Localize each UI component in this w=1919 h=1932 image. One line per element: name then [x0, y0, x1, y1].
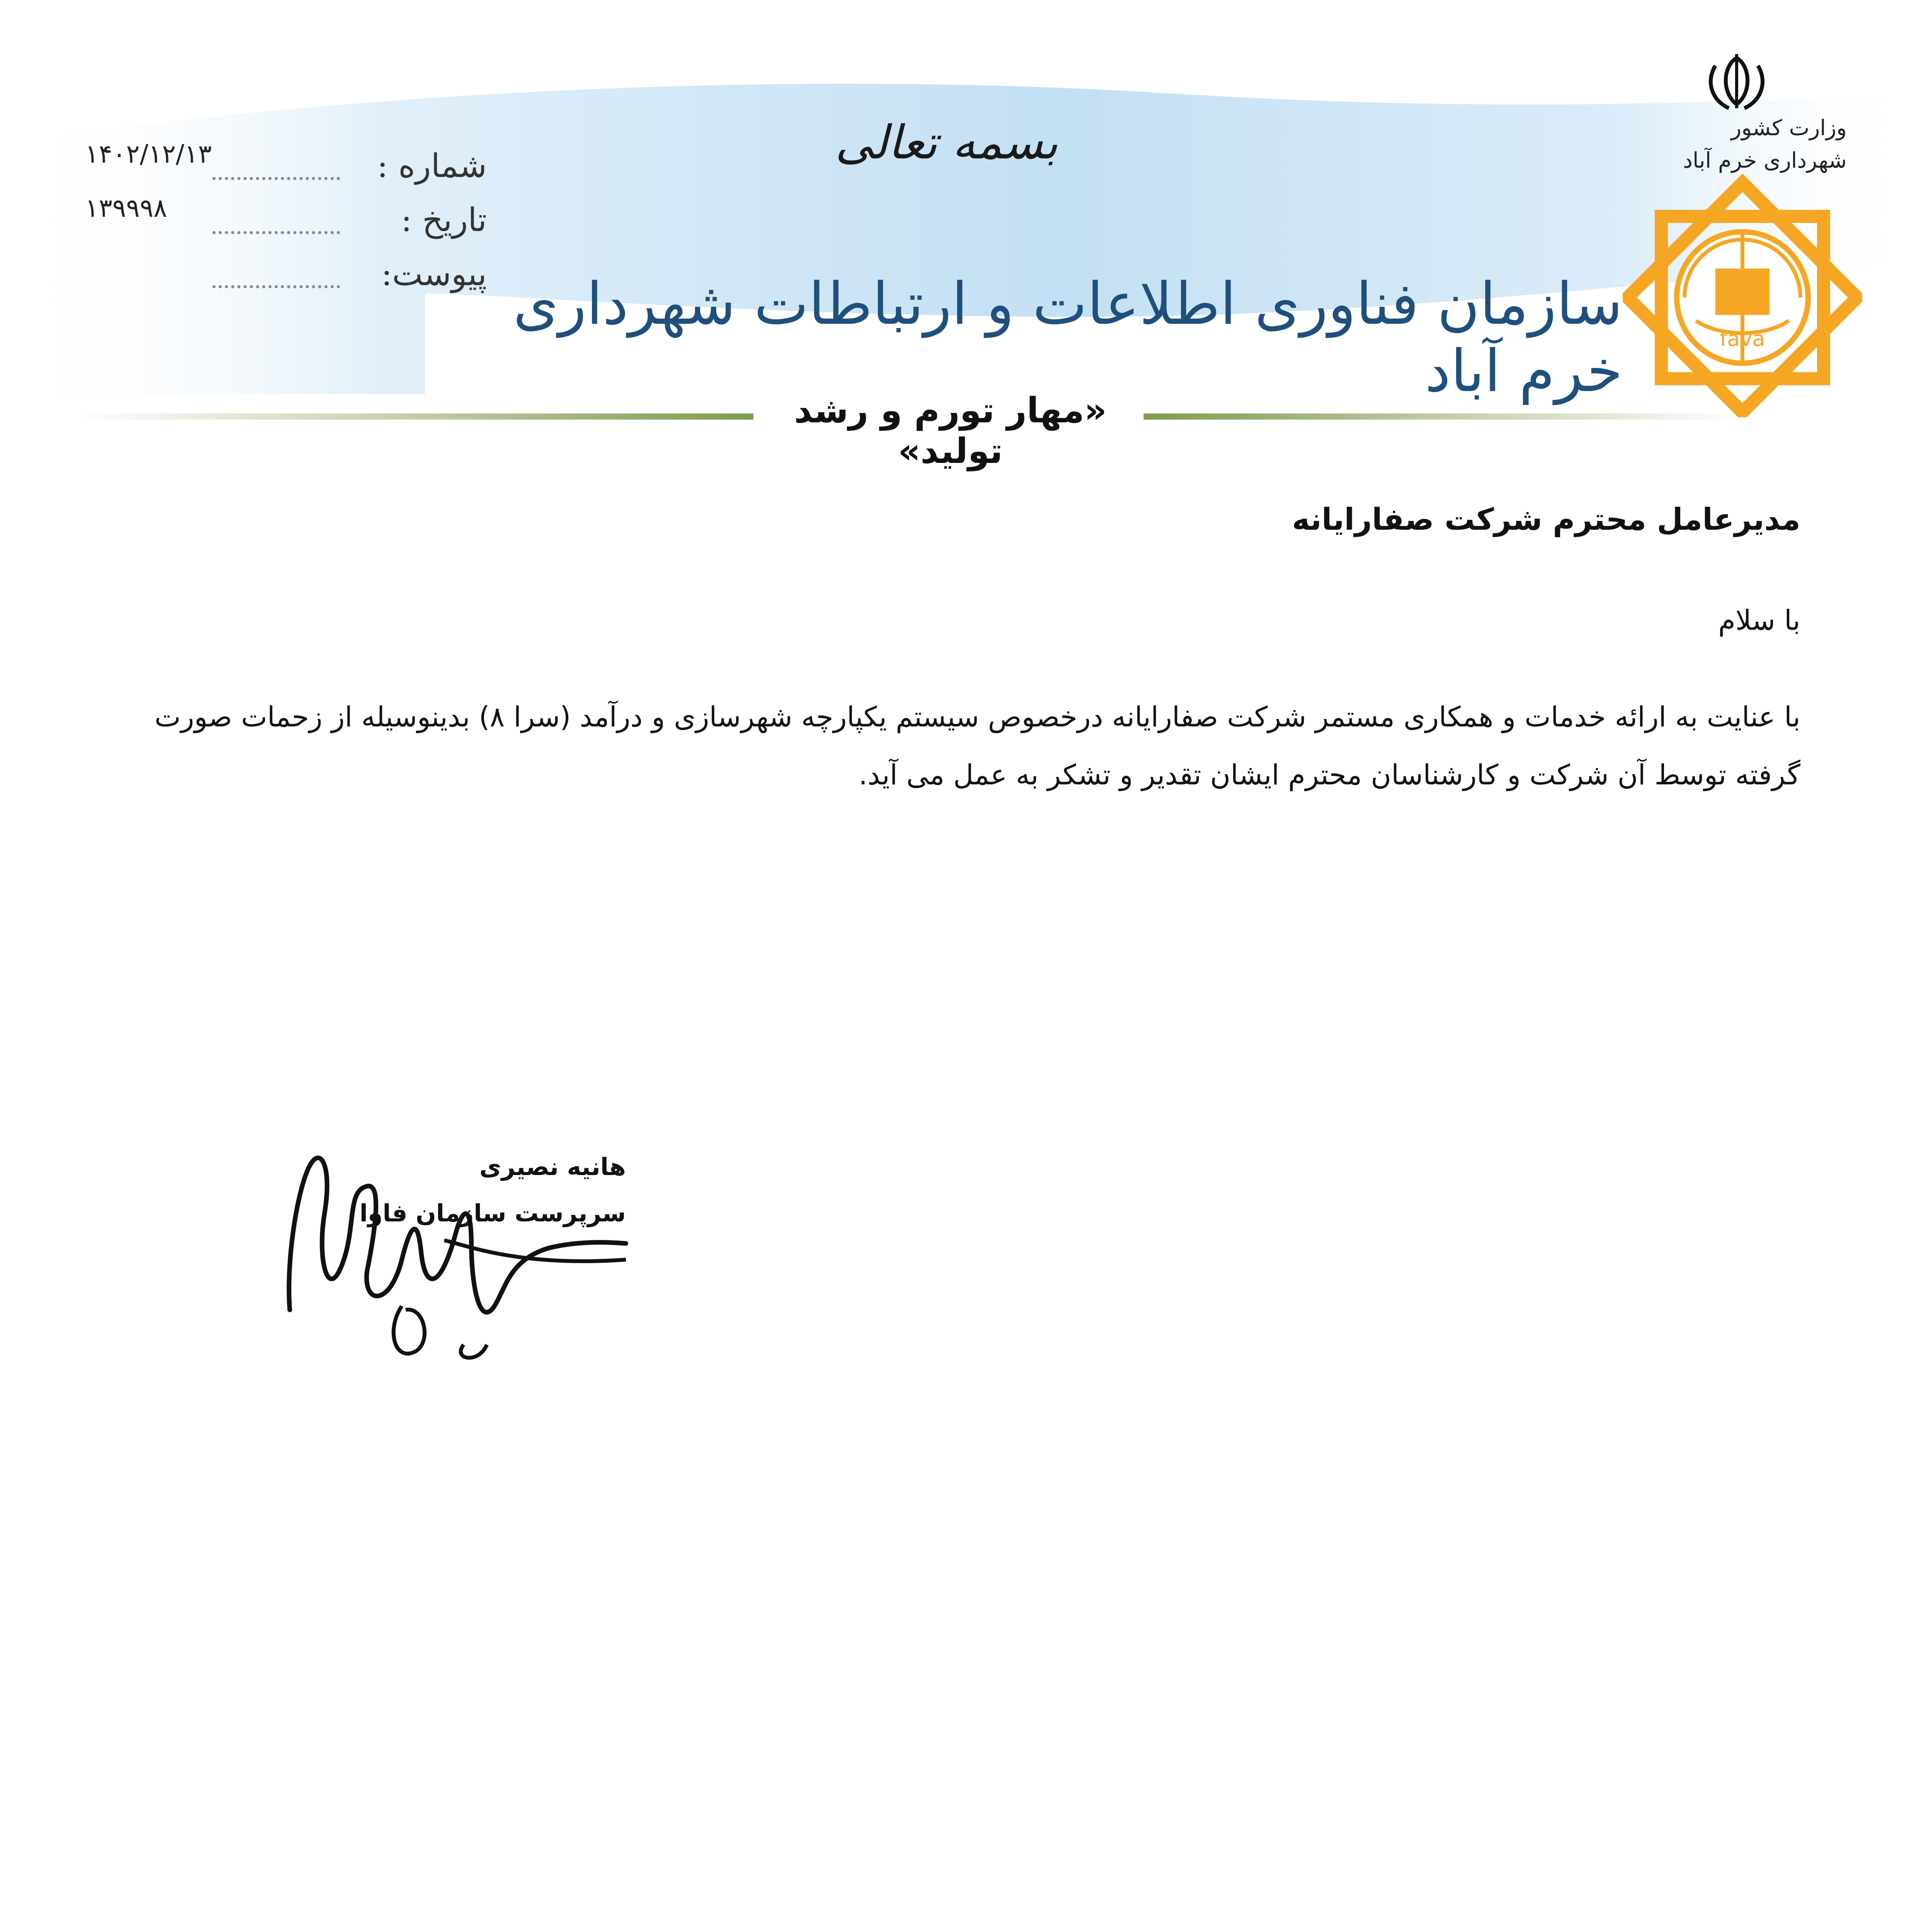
attachment-row: [62, 255, 487, 309]
date-label: تاریخ :: [401, 201, 487, 239]
letter-paragraph: با عنایت به ارائه خدمات و همکاری مستمر شرکت صفارایانه درخصوص سیستم یکپارچه شهرسازی و درآمد (سرا ۸) بدینوسیله از زحمات صورت گرفته توسط آن شرکت و کارشناسان محترم ایشان تقدیر و تشکر به عمل می آید.: [155, 701, 1801, 791]
number-value: ۱۴۰۲/۱۲/۱۳: [85, 139, 212, 169]
letter-meta: [62, 139, 487, 309]
slogan: «مهار تورم و رشد تولید»: [794, 390, 1107, 471]
date-value: ۱۳۹۹۹۸: [85, 193, 167, 223]
handwritten-signature: [278, 1144, 634, 1364]
number-dots: [212, 162, 340, 180]
greeting: با سلام: [1718, 604, 1800, 636]
basmala-heading: بسمه تعالی: [835, 116, 1058, 170]
signer-name: هانیه نصیری: [479, 1153, 626, 1181]
logo-text: fava: [1720, 327, 1765, 351]
salutation: مدیرعامل محترم شرکت صفارایانه: [1292, 502, 1800, 537]
ministry-label: [1553, 112, 1847, 177]
date-dots: [212, 216, 340, 234]
fava-logo: [1623, 170, 1862, 417]
iran-emblem-icon: [1700, 50, 1773, 112]
slogan-rule-right: [1144, 413, 1742, 420]
slogan-rule-left: [77, 413, 753, 420]
signer-title: سرپرست سازمان فاوا: [359, 1199, 626, 1227]
organization-title: سازمان فناوری اطلاعات و ارتباطات شهرداری خرم آباد: [513, 270, 1623, 405]
number-row: [62, 139, 487, 201]
number-label: شماره :: [377, 147, 487, 185]
ministry-line-1: وزارت کشور: [1731, 116, 1847, 141]
attachment-dots: [212, 270, 340, 288]
ministry-line-2: شهرداری خرم آباد: [1683, 148, 1847, 173]
attachment-label: پیوست:: [381, 255, 487, 293]
letter-body: [155, 491, 1800, 804]
date-row: [62, 193, 487, 255]
